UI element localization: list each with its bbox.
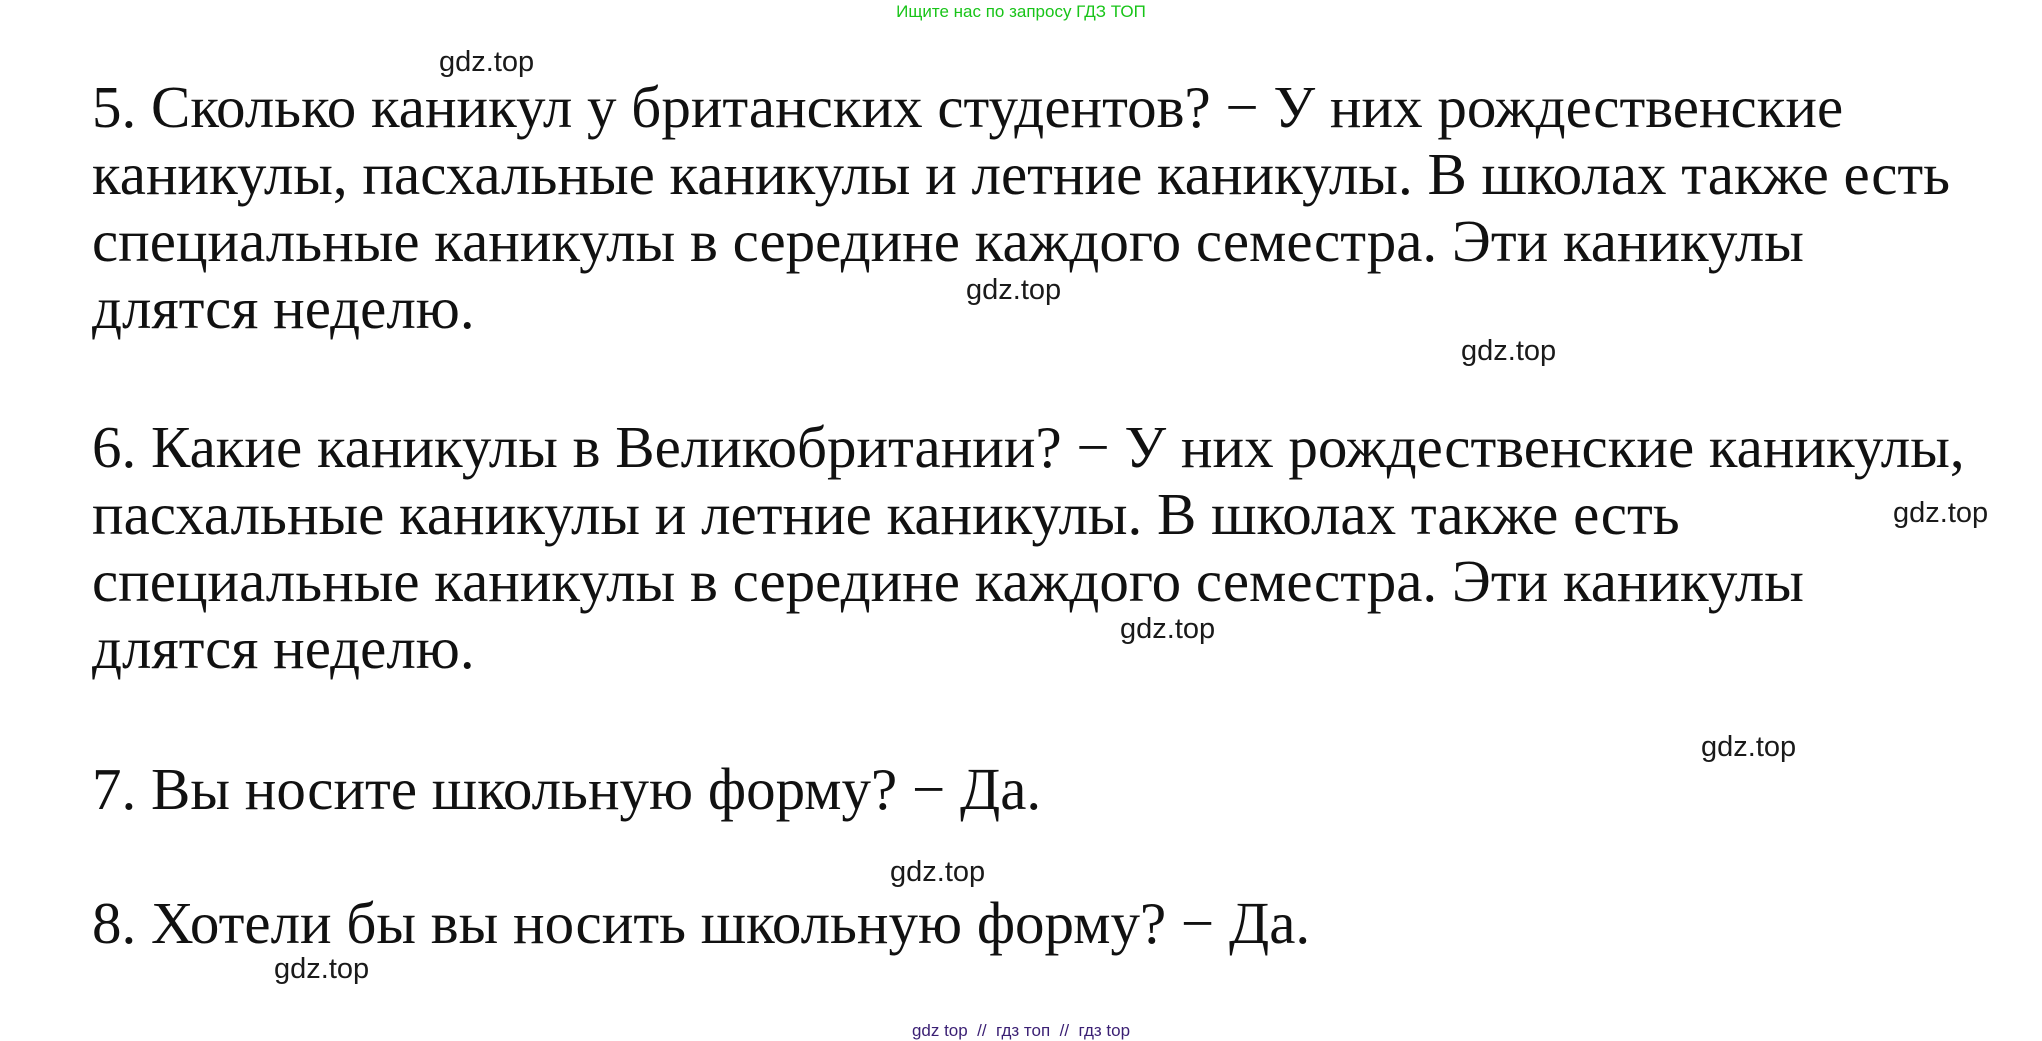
watermark: gdz.top [966,274,1062,306]
watermark: gdz.top [1893,497,1989,529]
footer-text: gdz top // гдз топ // гдз top [911,1021,1131,1040]
answer-7 [92,756,1041,823]
answer-line: длятся неделю. [92,615,475,681]
answer-line: специальные каникулы в середине каждого семестра. Эти каникулы [92,208,1804,274]
watermark: gdz.top [439,46,535,78]
answer-6 [92,414,1965,682]
watermark: gdz.top [1120,613,1216,645]
answer-line: длятся неделю. [92,275,475,341]
watermark: gdz.top [274,953,370,985]
answer-line: 6. Какие каникулы в Великобритании? − У них рождественские каникулы, [92,414,1965,480]
watermark: gdz.top [1701,731,1797,763]
answer-line: каникулы, пасхальные каникулы и летние каникулы. В школах также есть [92,141,1951,207]
watermark: gdz.top [1461,335,1557,367]
answer-line: специальные каникулы в середине каждого семестра. Эти каникулы [92,548,1804,614]
answer-line: 7. Вы носите школьную форму? − Да. [92,756,1042,822]
answer-8 [92,890,1310,957]
search-banner: Ищите нас по запросу ГДЗ ТОП [896,2,1146,21]
answer-line: пасхальные каникулы и летние каникулы. В школах также есть [92,481,1680,547]
watermark: gdz.top [890,856,986,888]
answer-line: 5. Сколько каникул у британских студентов? − У них рождественские [92,74,1844,140]
answer-line: 8. Хотели бы вы носить школьную форму? − Да. [92,890,1311,956]
